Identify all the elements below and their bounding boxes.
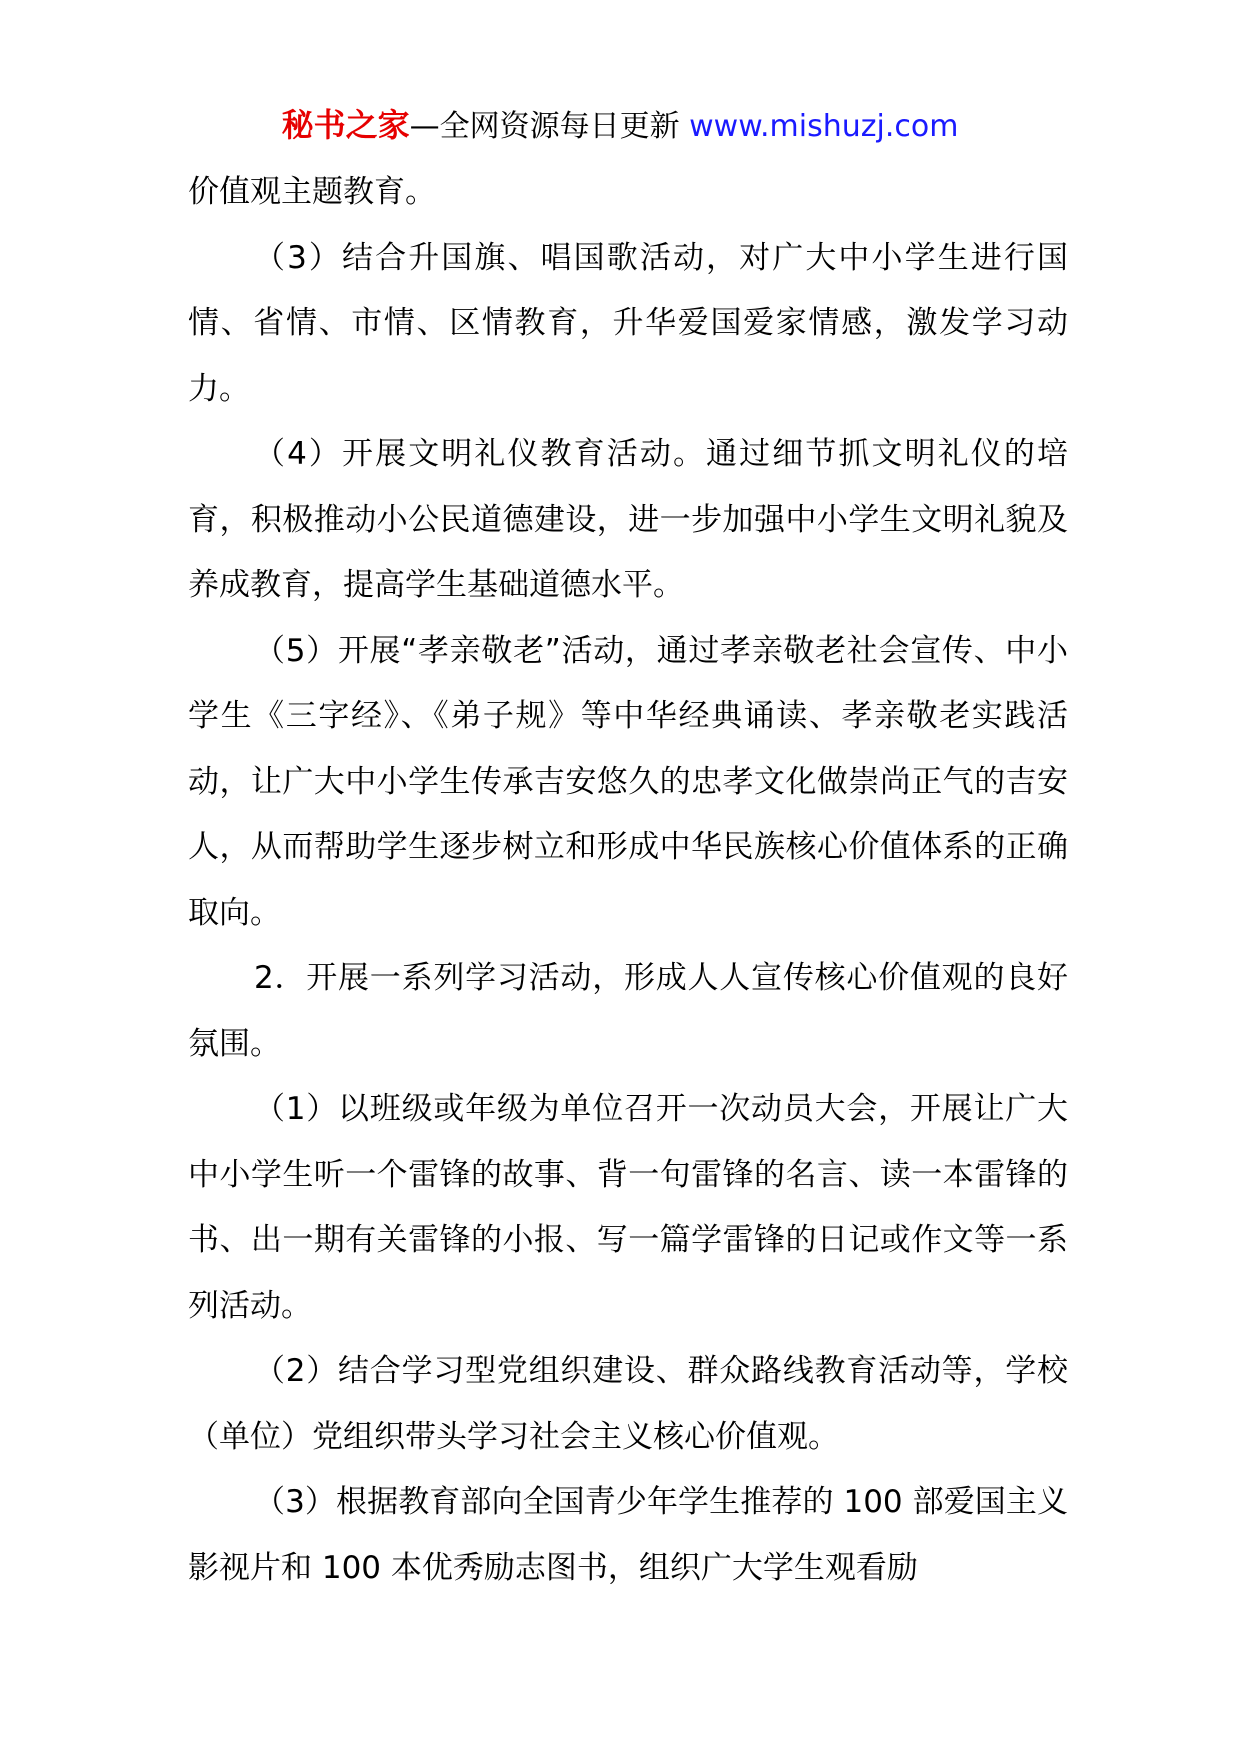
paragraph: （1）以班级或年级为单位召开一次动员大会，开展让广大中小学生听一个雷锋的故事、背一句雷锋的名言、读一本雷锋的书、出一期有关雷锋的小报、写一篇学雷锋的日记或作文等一系列活动。	[188, 1091, 1068, 1324]
site-brand: 秘书之家	[281, 106, 410, 144]
page-header	[0, 100, 1240, 150]
document-body	[188, 160, 1068, 1601]
section-heading-paragraph: 2．开展一系列学习活动，形成人人宣传核心价值观的良好氛围。	[188, 960, 1068, 1062]
paragraph: （4）开展文明礼仪教育活动。通过细节抓文明礼仪的培育，积极推动小公民道德建设，进一步加强中小学生文明礼貌及养成教育，提高学生基础道德水平。	[188, 436, 1068, 603]
site-slogan: —全网资源每日更新	[409, 109, 690, 144]
paragraph: （3）根据教育部向全国青少年学生推荐的 100 部爱国主义影视片和 100 本优秀励志图书，组织广大学生观看励	[188, 1484, 1068, 1586]
paragraph: （5）开展“孝亲敬老”活动，通过孝亲敬老社会宣传、中小学生《三字经》、《弟子规》等中华经典诵读、孝亲敬老实践活动，让广大中小学生传承吉安悠久的忠孝文化做崇尚正气的吉安人，从而帮助学生逐步树立和形成中华民族核心价值体系的正确取向。	[188, 632, 1068, 931]
paragraph: （2）结合学习型党组织建设、群众路线教育活动等，学校（单位）党组织带头学习社会主义核心价值观。	[188, 1353, 1068, 1455]
site-url-link[interactable]: www.mishuzj.com	[689, 109, 959, 144]
paragraph-continuation: 价值观主题教育。	[188, 174, 436, 210]
paragraph: （3）结合升国旗、唱国歌活动，对广大中小学生进行国情、省情、市情、区情教育，升华爱国爱家情感，激发学习动力。	[188, 239, 1068, 407]
